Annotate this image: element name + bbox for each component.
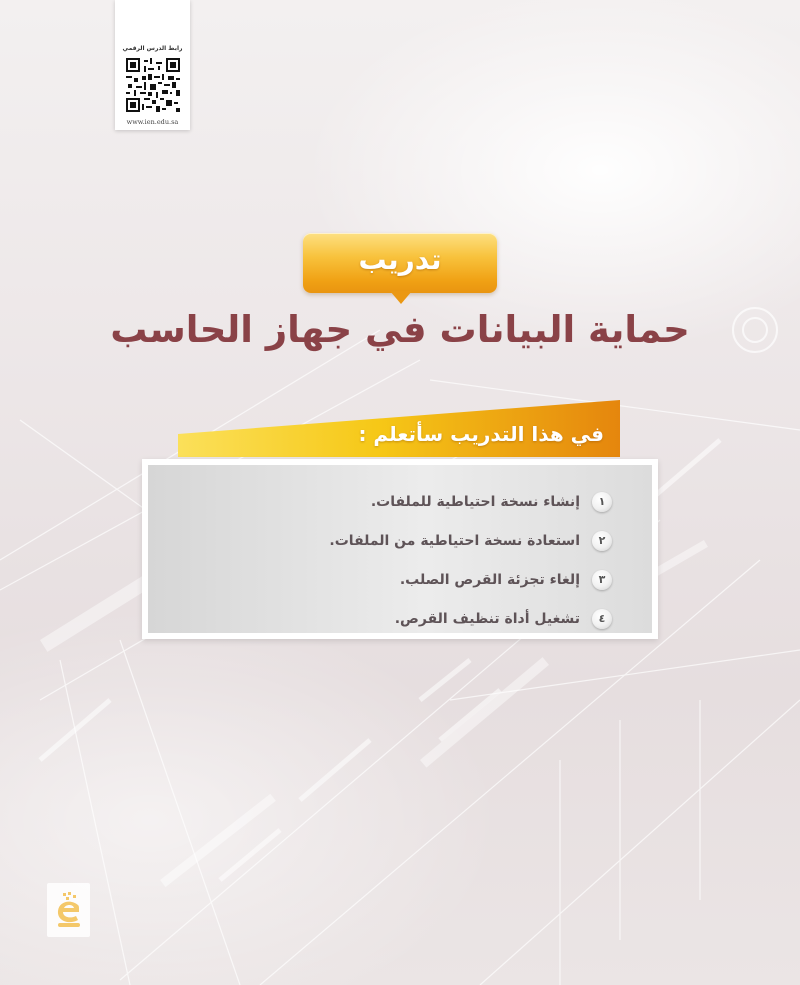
- objective-text: إلغاء تجزئة القرص الصلب.: [399, 571, 580, 588]
- exercise-tag-label: تدريب: [358, 243, 442, 276]
- exercise-tag-box: [303, 233, 497, 293]
- qr-code-icon[interactable]: [126, 58, 180, 112]
- objectives-panel: [142, 459, 658, 639]
- objectives-list: [142, 482, 612, 638]
- objective-item: [142, 521, 612, 560]
- publisher-logo: [47, 883, 90, 937]
- publisher-logo-icon: [47, 883, 90, 937]
- objective-item: [142, 560, 612, 599]
- objective-text: إنشاء نسخة احتياطية للملفات.: [370, 493, 580, 510]
- objective-item: [142, 482, 612, 521]
- objective-number: ١: [592, 492, 612, 512]
- exercise-tag: [303, 233, 497, 308]
- objective-item: [142, 599, 612, 638]
- objective-number: ٢: [592, 531, 612, 551]
- objective-number: ٣: [592, 570, 612, 590]
- tag-pointer-icon: [390, 291, 412, 304]
- objectives-panel-inner: [148, 465, 652, 633]
- section-banner: [178, 400, 620, 457]
- objective-number: ٤: [592, 609, 612, 629]
- qr-caption: رابط الدرس الرقمي: [122, 45, 183, 52]
- qr-url[interactable]: www.ien.edu.sa: [126, 118, 179, 126]
- digital-lesson-qr-card[interactable]: [115, 0, 190, 130]
- objective-text: استعادة نسخة احتياطية من الملفات.: [329, 532, 580, 549]
- page-title: حماية البيانات في جهاز الحاسب: [110, 308, 690, 351]
- objective-text: تشغيل أداة تنظيف القرص.: [394, 610, 580, 627]
- section-heading: في هذا التدريب سأتعلم :: [358, 422, 604, 446]
